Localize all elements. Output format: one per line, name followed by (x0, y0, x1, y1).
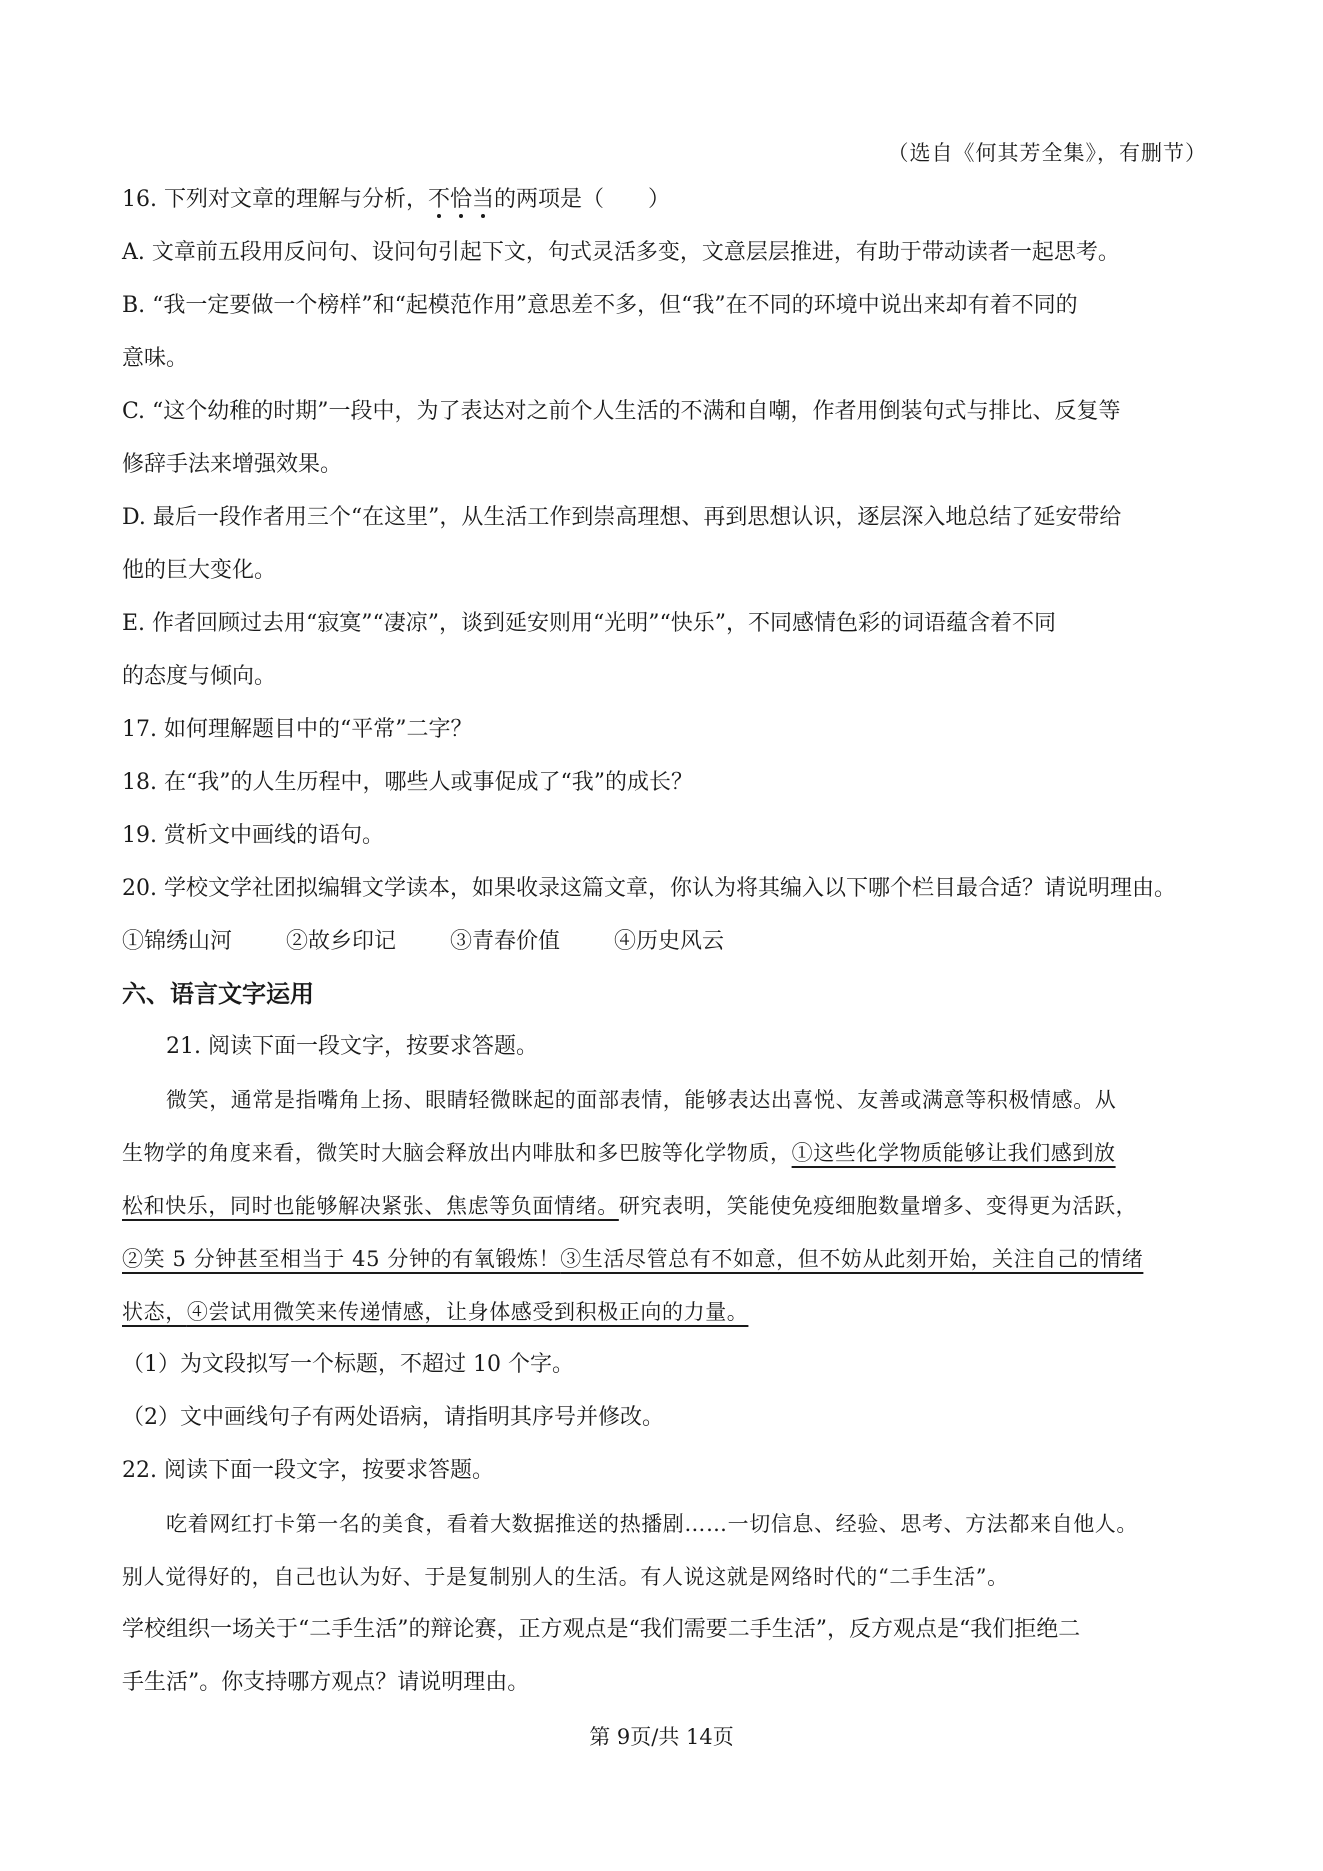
passage-text: 生物学的角度来看，微笑时大脑会释放出内啡肽和多巴胺等化学物质， (122, 1141, 792, 1165)
page-number: 第 9页/共 14页 (589, 1725, 734, 1749)
underlined-sentence: 状态， (122, 1300, 187, 1324)
emphasis-char: 恰 (450, 187, 473, 212)
question-20: 20. 学校文学社团拟编辑文学读本，如果收录这篇文章，你认为将其编入以下哪个栏目最合适？请说明理由。 (122, 876, 1176, 901)
q21-passage-line1: 微笑，通常是指嘴角上扬、眼睛轻微眯起的面部表情，能够表达出喜悦、友善或满意等积极情感。从 (166, 1088, 1117, 1112)
underlined-sentence: ①这些化学物质能够让我们感到放 (791, 1141, 1116, 1165)
question-18: 18. 在“我”的人生历程中，哪些人或事促成了“我”的成长？ (122, 770, 693, 795)
question-17: 17. 如何理解题目中的“平常”二字？ (122, 717, 473, 742)
question-21-stem: 21. 阅读下面一段文字，按要求答题。 (166, 1034, 538, 1059)
emphasis-char: 当 (472, 187, 495, 212)
q16-option-a: A. 文章前五段用反问句、设问句引起下文，句式灵活多变，文意层层推进，有助于带动读者一起思考。 (122, 240, 1120, 265)
question-16-stem (122, 185, 1212, 215)
q16-stem-tail: 的两项是（ ） (494, 187, 671, 212)
q16-option-d-line2: 他的巨大变化。 (122, 558, 277, 583)
q22-task-line2: 手生活”。你支持哪方观点？请说明理由。 (122, 1670, 530, 1695)
section-heading: 六、语言文字运用 (122, 980, 314, 1008)
underlined-sentence: 松和快乐，同时也能够解决紧张、焦虑等负面情绪。 (122, 1194, 619, 1218)
q20-option: ④历史风云 (614, 929, 725, 954)
q21-passage-line4 (122, 1244, 1212, 1274)
question-19: 19. 赏析文中画线的语句。 (122, 823, 384, 848)
q16-option-e-line1: E. 作者回顾过去用“寂寞”“凄凉”，谈到延安则用“光明”“快乐”，不同感情色彩的词语蕴含着不同 (122, 611, 1057, 636)
q21-subquestion-2: （2）文中画线句子有两处语病，请指明其序号并修改。 (122, 1405, 664, 1430)
q22-passage-line2: 别人觉得好的，自己也认为好、于是复制别人的生活。有人说这就是网络时代的“二手生活”。 (122, 1565, 1009, 1589)
q16-option-b-line1: B. “我一定要做一个榜样”和“起模范作用”意思差不多，但“我”在不同的环境中说出来却有着不同的 (122, 293, 1078, 318)
q21-passage-line5 (122, 1297, 1212, 1327)
q16-option-b-line2: 意味。 (122, 346, 189, 371)
q21-passage-line2 (122, 1138, 1212, 1168)
underlined-sentence: ③生活尽管总有不如意，但不妨从此刻开始，关注自己的情绪 (560, 1247, 1144, 1271)
q16-stem-text: 16. 下列对文章的理解与分析， (122, 187, 428, 212)
q21-subquestion-1: （1）为文段拟写一个标题，不超过 10 个字。 (122, 1352, 574, 1377)
q16-option-d-line1: D. 最后一段作者用三个“在这里”，从生活工作到崇高理想、再到思想认识，逐层深入地总结了延安带给 (122, 505, 1122, 530)
passage-text: 研究表明，笑能使免疫细胞数量增多、变得更为活跃， (618, 1194, 1138, 1218)
question-22-stem: 22. 阅读下面一段文字，按要求答题。 (122, 1458, 494, 1483)
q22-task-line1: 学校组织一场关于“二手生活”的辩论赛，正方观点是“我们需要二手生活”，反方观点是“我们拒绝二 (122, 1617, 1081, 1642)
q21-passage-line3 (122, 1191, 1212, 1221)
q22-passage-line1: 吃着网红打卡第一名的美食，看着大数据推送的热播剧……一切信息、经验、思考、方法都来自他人。 (166, 1512, 1138, 1536)
q16-option-c-line2: 修辞手法来增强效果。 (122, 452, 343, 477)
source-citation: （选自《何其芳全集》，有删节） (887, 141, 1207, 165)
q16-option-e-line2: 的态度与倾向。 (122, 664, 277, 689)
q20-options (122, 927, 1212, 957)
emphasis-char: 不 (427, 187, 450, 212)
underlined-sentence: ②笑 5 分钟甚至相当于 45 分钟的有氧锻炼！ (122, 1247, 561, 1271)
underlined-sentence: ④尝试用微笑来传递情感，让身体感受到积极正向的力量。 (186, 1300, 749, 1324)
q16-option-c-line1: C. “这个幼稚的时期”一段中，为了表达对之前个人生活的不满和自嘲，作者用倒装句式与排比、反复等 (122, 399, 1121, 424)
q20-option: ①锦绣山河 (122, 929, 233, 954)
q20-option: ③青春价值 (450, 929, 561, 954)
q20-option: ②故乡印记 (286, 929, 397, 954)
